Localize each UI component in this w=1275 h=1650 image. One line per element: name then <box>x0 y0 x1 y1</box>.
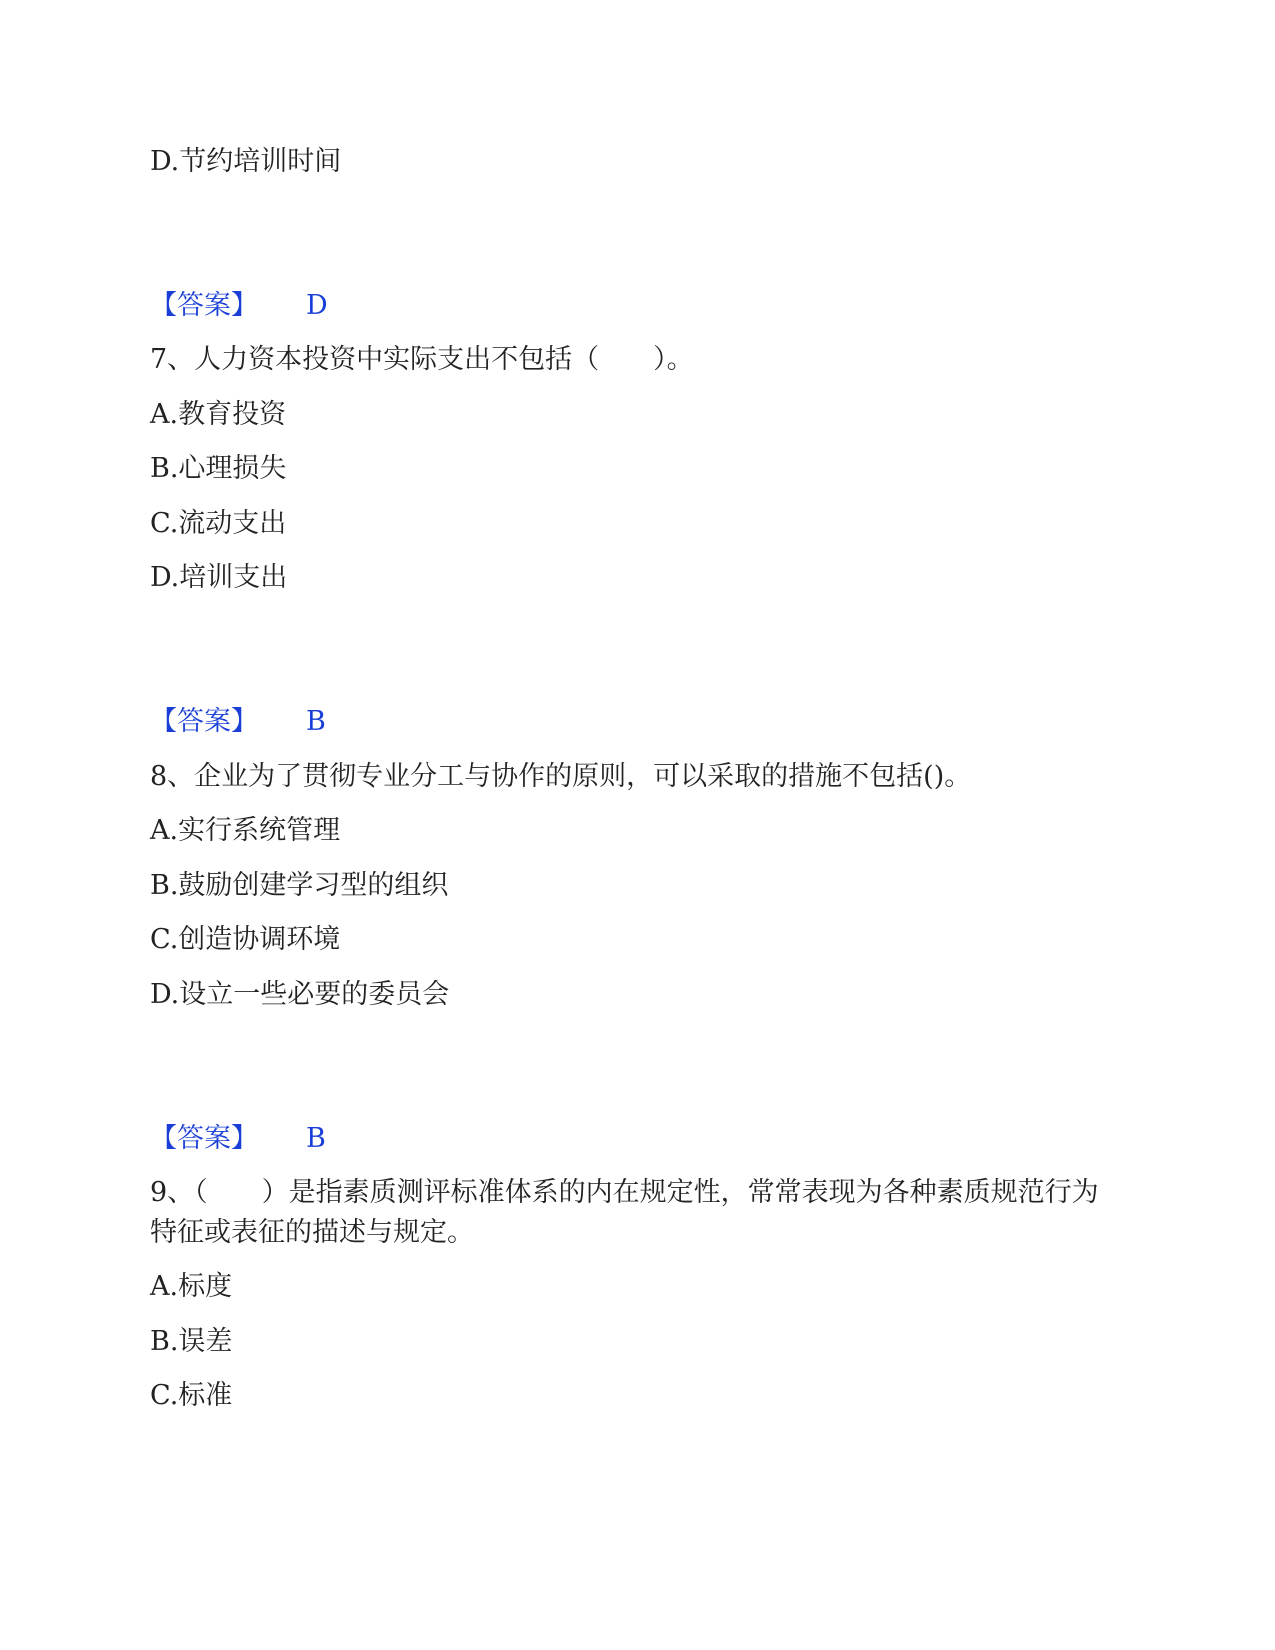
answer-row <box>150 702 326 742</box>
question-option: A.标度 <box>150 1271 233 1302</box>
question-stem: 9、（ ）是指素质测评标准体系的内在规定性，常常表现为各种素质规范行为特征或表征的描述与规定。 <box>150 1177 1099 1248</box>
question-stem: 7、人力资本投资中实际支出不包括（ ）。 <box>150 344 694 375</box>
answer-value: D <box>306 290 328 321</box>
question-option: A.教育投资 <box>150 399 287 430</box>
option-d-previous-question: D.节约培训时间 <box>150 146 342 177</box>
question-option: D.培训支出 <box>150 562 288 593</box>
question-option: A.实行系统管理 <box>150 815 341 846</box>
answer-label: 【答案】 <box>150 290 258 321</box>
answer-label: 【答案】 <box>150 706 258 737</box>
answer-value: B <box>306 1123 326 1154</box>
question-option: B.心理损失 <box>150 453 287 484</box>
answer-row <box>150 286 328 326</box>
question-option: B.鼓励创建学习型的组织 <box>150 870 449 901</box>
question-option: C.创造协调环境 <box>150 924 341 955</box>
answer-row <box>150 1119 326 1159</box>
answer-value: B <box>306 706 326 737</box>
question-option: C.流动支出 <box>150 508 287 539</box>
answer-label: 【答案】 <box>150 1123 258 1154</box>
question-option: D.设立一些必要的委员会 <box>150 979 450 1010</box>
question-option: B.误差 <box>150 1326 233 1357</box>
question-stem: 8、企业为了贯彻专业分工与协作的原则，可以采取的措施不包括()。 <box>150 761 972 792</box>
question-option: C.标准 <box>150 1380 233 1411</box>
